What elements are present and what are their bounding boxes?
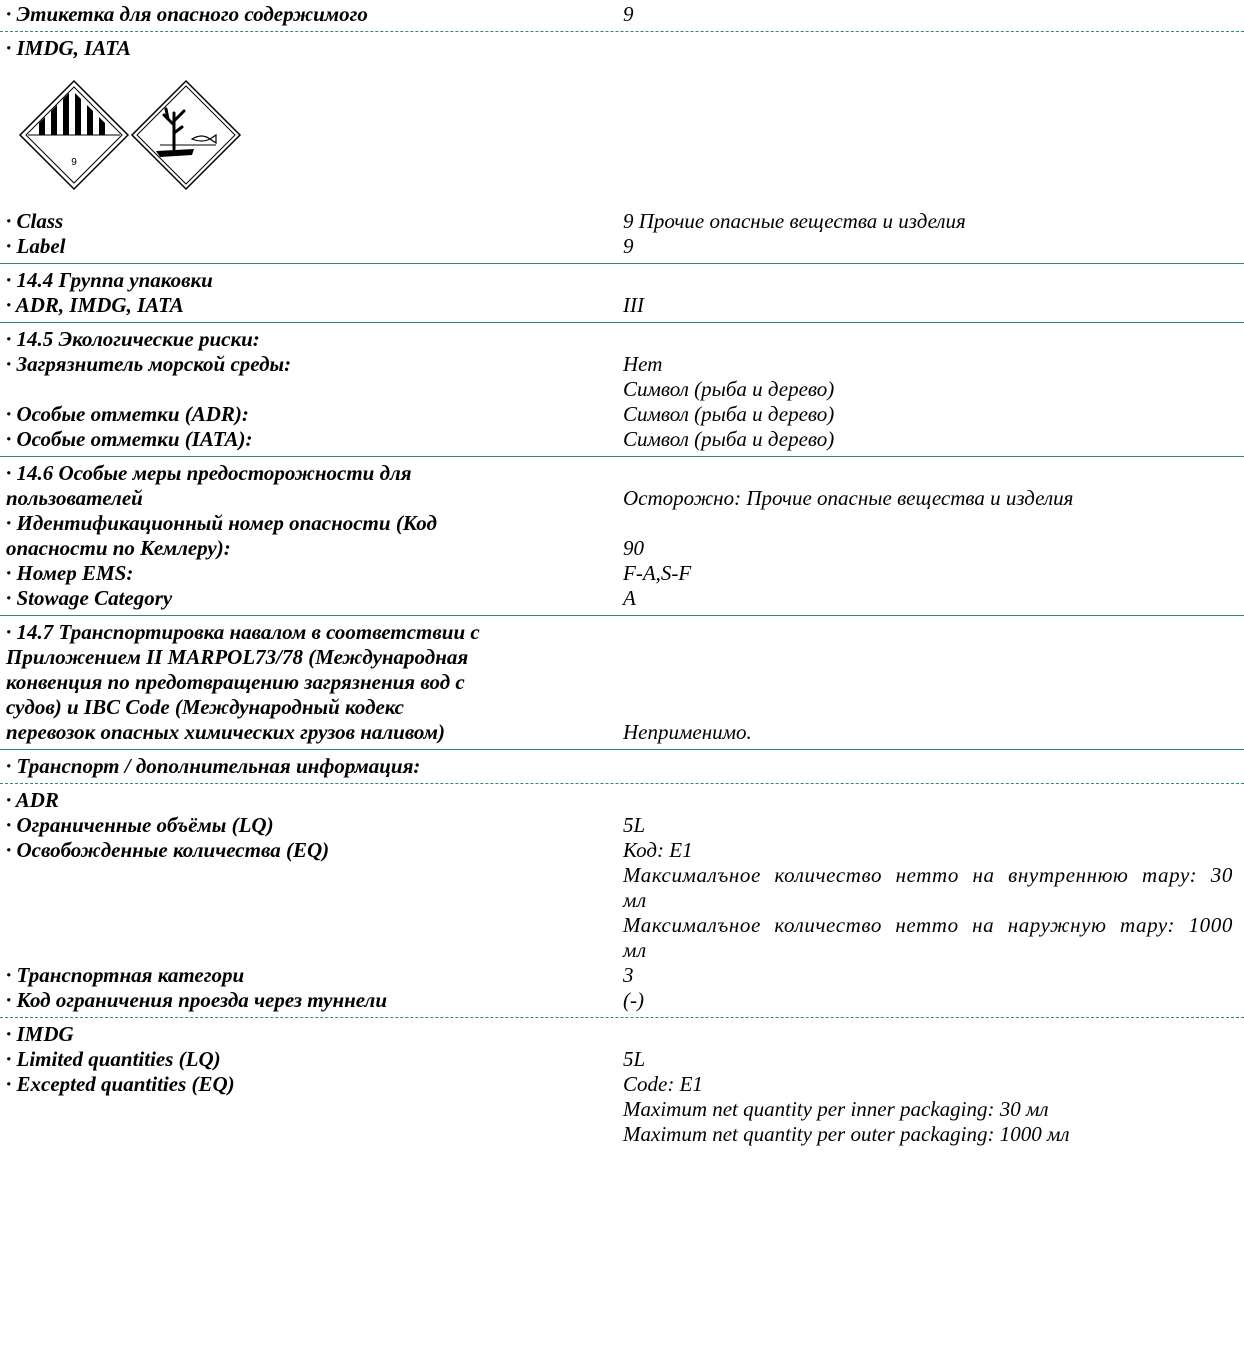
imdg-iata-heading	[0, 36, 1244, 61]
kemler-row-line1	[0, 511, 1244, 536]
section-14-7-line3	[0, 670, 1244, 695]
section-14-6-title-line1: · 14.6 Особые меры предосторожности для	[6, 461, 412, 485]
separator	[0, 783, 1244, 784]
marine-pollutant-value-2: Символ (рыба и дерево)	[623, 377, 835, 401]
class-row	[0, 209, 1244, 234]
packing-group-value: III	[623, 293, 644, 317]
marine-pollutant-row	[0, 352, 1244, 377]
section-14-7-text-line4: судов) и IBC Code (Международный кодекс	[6, 695, 404, 719]
section-14-6-title-line2: пользователей	[6, 486, 143, 510]
empty-label	[6, 863, 623, 913]
adr-eq-outer-value: Максималъное количество нетто на наружную тару: 1000 мл	[623, 913, 1233, 962]
imdg-eq-row	[0, 1072, 1244, 1097]
section-14-5-title: · 14.5 Экологические риски:	[6, 327, 260, 351]
adr-eq-label: · Освобожденные количества (EQ)	[6, 838, 330, 862]
kemler-label-line1: · Идентификационный номер опасности (Код	[6, 511, 437, 535]
section-14-7-text-line5: перевозок опасных химических грузов наливом)	[6, 720, 446, 744]
imdg-iata-title: · IMDG, IATA	[6, 36, 131, 60]
stowage-row	[0, 586, 1244, 611]
transport-info-title: · Транспорт / дополнительная информация:	[6, 754, 421, 778]
section-14-7-text-line1: · 14.7 Транспортировка навалом в соответствии с	[6, 620, 480, 644]
separator	[0, 749, 1244, 750]
stowage-label: · Stowage Category	[6, 586, 173, 610]
separator	[0, 456, 1244, 457]
special-marks-iata-value: Символ (рыба и дерево)	[623, 427, 835, 451]
etiketka-row	[0, 2, 1244, 27]
packing-group-label: · ADR, IMDG, IATA	[6, 293, 184, 317]
empty-label	[6, 913, 623, 963]
imdg-eq-outer-value: Maximum net quantity per outer packaging: 1000 мл	[623, 1122, 1070, 1146]
marine-pollutant-value: Нет	[623, 352, 663, 376]
class-9-number: 9	[71, 157, 77, 168]
etiketka-label: · Этикетка для опасного содержимого	[6, 2, 368, 26]
imdg-lq-row	[0, 1047, 1244, 1072]
ems-value: F-A,S-F	[623, 561, 692, 585]
environment-hazard-icon	[130, 79, 242, 191]
adr-category-row	[0, 963, 1244, 988]
imdg-eq-label: · Excepted quantities (EQ)	[6, 1072, 235, 1096]
separator	[0, 31, 1244, 32]
hazard-pictograms	[0, 61, 1244, 209]
special-marks-adr-label: · Особые отметки (ADR):	[6, 402, 249, 426]
kemler-row-line2	[0, 536, 1244, 561]
section-14-4-title: · 14.4 Группа упаковки	[6, 268, 213, 292]
imdg-eq-inner-row	[0, 1097, 1244, 1122]
adr-eq-row	[0, 838, 1244, 863]
section-14-6-value: Осторожно: Прочие опасные вещества и изделия	[623, 486, 1074, 510]
class-label: · Class	[6, 209, 64, 233]
adr-lq-value: 5L	[623, 813, 646, 837]
empty-label	[6, 377, 623, 402]
section-14-7-line5	[0, 720, 1244, 745]
adr-eq-outer-row	[0, 913, 1244, 963]
separator	[0, 263, 1244, 264]
adr-eq-inner-value: Максималъное количество нетто на внутреннюю тару: 30 мл	[623, 863, 1233, 912]
section-14-7-line2	[0, 645, 1244, 670]
empty-label	[6, 1097, 623, 1122]
imdg-lq-label: · Limited quantities (LQ)	[6, 1047, 221, 1071]
label-value: 9	[623, 234, 634, 258]
label-row	[0, 234, 1244, 259]
marine-pollutant-row-2	[0, 377, 1244, 402]
adr-title: · ADR	[6, 788, 59, 812]
section-14-7-line1	[0, 620, 1244, 645]
transport-info-heading	[0, 754, 1244, 779]
marine-pollutant-label: · Загрязнитель морской среды:	[6, 352, 292, 376]
kemler-value: 90	[623, 536, 644, 560]
adr-heading	[0, 788, 1244, 813]
section-14-6-heading-line2	[0, 486, 1244, 511]
section-14-4-heading	[0, 268, 1244, 293]
kemler-label-line2: опасности по Кемлеру):	[6, 536, 231, 560]
section-14-6-heading-line1	[0, 461, 1244, 486]
ems-label: · Номер EMS:	[6, 561, 134, 585]
adr-category-value: 3	[623, 963, 634, 987]
section-14-7-text-line2: Приложением II MARPOL73/78 (Международная	[6, 645, 469, 669]
adr-category-label: · Транспортная категори	[6, 963, 245, 987]
adr-lq-label: · Ограниченные объёмы (LQ)	[6, 813, 274, 837]
adr-eq-inner-row	[0, 863, 1244, 913]
imdg-eq-inner-value: Maximum net quantity per inner packaging: 30 мл	[623, 1097, 1049, 1121]
section-14-7-value: Неприменимо.	[623, 720, 752, 744]
packing-group-row	[0, 293, 1244, 318]
adr-lq-row	[0, 813, 1244, 838]
ems-row	[0, 561, 1244, 586]
adr-tunnel-row	[0, 988, 1244, 1013]
separator	[0, 615, 1244, 616]
label-label: · Label	[6, 234, 66, 258]
special-marks-adr-value: Символ (рыба и дерево)	[623, 402, 835, 426]
adr-eq-value: Код: E1	[623, 838, 693, 862]
adr-tunnel-value: (-)	[623, 988, 644, 1012]
section-14-7-line4	[0, 695, 1244, 720]
class-9-misc-dangerous-icon	[18, 79, 130, 191]
imdg-eq-outer-row	[0, 1122, 1244, 1147]
imdg-title: · IMDG	[6, 1022, 74, 1046]
separator	[0, 1017, 1244, 1018]
special-marks-iata-row	[0, 427, 1244, 452]
separator	[0, 322, 1244, 323]
imdg-heading	[0, 1022, 1244, 1047]
imdg-eq-value: Code: E1	[623, 1072, 703, 1096]
section-14-7-text-line3: конвенция по предотвращению загрязнения вод с	[6, 670, 465, 694]
etiketka-value: 9	[623, 2, 634, 26]
adr-tunnel-label: · Код ограничения проезда через туннели	[6, 988, 388, 1012]
empty-label	[6, 1122, 623, 1147]
section-14-5-heading	[0, 327, 1244, 352]
stowage-value: A	[623, 586, 636, 610]
special-marks-iata-label: · Особые отметки (IATA):	[6, 427, 253, 451]
class-value: 9 Прочие опасные вещества и изделия	[623, 209, 966, 233]
special-marks-adr-row	[0, 402, 1244, 427]
imdg-lq-value: 5L	[623, 1047, 646, 1071]
